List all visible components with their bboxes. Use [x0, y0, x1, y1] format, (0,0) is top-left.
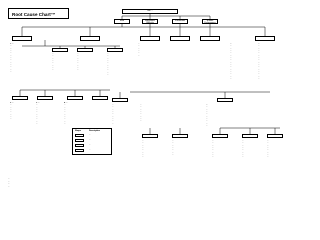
- level1-start: Start: [114, 19, 130, 24]
- cause-list: ... ... ... ... ... ... ... ...: [267, 140, 269, 159]
- branch-box: [12, 36, 32, 41]
- cause-list: ... ... ... ... ... ... ... ...: [242, 140, 244, 159]
- subbranch-box: [112, 98, 128, 102]
- branch-box: [170, 36, 190, 41]
- subbranch-box: [12, 96, 28, 100]
- legend-swatch: [75, 144, 84, 147]
- subbranch-box: [52, 48, 68, 52]
- subbranch-box: [77, 48, 93, 52]
- cause-list: 4. ... ... ... ... ... ... ... ... ... ...: [64, 102, 68, 126]
- branch-box: [80, 36, 100, 41]
- branch-box: [140, 36, 160, 41]
- legend-shape-header: Shape: [75, 130, 82, 132]
- top-box: Use ...: [122, 9, 178, 14]
- legend-swatch: [75, 134, 84, 137]
- cause-list: ... ... ... ... ... ... ... ... ... ... ... ... ... ... ... ...: [230, 43, 232, 81]
- subbranch-box: [172, 134, 188, 138]
- legend-text: ...: [89, 149, 91, 151]
- cause-list: ... ... ... ... ... ... ... ...: [52, 53, 54, 72]
- cause-list: 2. ... ... ... ... ... ... ... ...: [10, 102, 14, 121]
- cause-list: ... ... ... ... ... ... ... ... ... ... ... ... ... ... ... ...: [258, 43, 260, 81]
- cause-list: ... ... ... ... ... ...: [138, 43, 140, 57]
- cause-list: 3. ... ... ... ... ... ... ... ... ... ...: [36, 102, 40, 126]
- subbranch-box: [92, 96, 108, 100]
- cause-list: ... ... ... ... ... ... ... ...: [77, 53, 79, 72]
- cause-list: ... ... ... ... ... ... ... ...: [212, 140, 214, 159]
- legend-text: ...: [89, 139, 91, 141]
- cause-list: ... ... ... ... ... ... ... ... ...: [112, 104, 114, 125]
- subbranch-box: [67, 96, 83, 100]
- footer-notes: ... ... ... ...: [8, 178, 10, 188]
- branch-box: [200, 36, 220, 41]
- legend-text: ...: [89, 134, 91, 136]
- legend-description-header: Description: [89, 130, 101, 132]
- subbranch-box: [217, 98, 233, 102]
- branch-box: [255, 36, 275, 41]
- cause-list: ... ... ... ... ... ... ... ... ... ...: [206, 104, 208, 128]
- level1-procedures: Procedures: [172, 19, 188, 24]
- subbranch-box: [242, 134, 258, 138]
- subbranch-box: [37, 96, 53, 100]
- subbranch-box: [142, 134, 158, 138]
- subbranch-box: [107, 48, 123, 52]
- subbranch-box: [267, 134, 283, 138]
- legend-swatch: [75, 139, 84, 142]
- cause-list: ... ... ... ... ... ... ...: [172, 140, 174, 157]
- cause-list: ... ... ... ... ... ... ... ... ... ...: [107, 53, 109, 77]
- subbranch-box: [212, 134, 228, 138]
- level1-equipment: Equipment Difficulty: [142, 19, 158, 24]
- chart-title: Root Cause Chart™: [8, 8, 69, 19]
- legend-text: ...: [89, 144, 91, 146]
- legend: [72, 128, 112, 155]
- cause-list: 1. ... ... ... ... ... ... ... ... ... ... ... ... ...: [10, 43, 14, 74]
- legend-swatch: [75, 149, 84, 152]
- cause-list: ... ... ... ... ... ... ... ...: [140, 104, 142, 123]
- level1-human-performance: Human Performance: [202, 19, 218, 24]
- cause-list: ... ... ... ... ... ... ... ...: [142, 140, 144, 159]
